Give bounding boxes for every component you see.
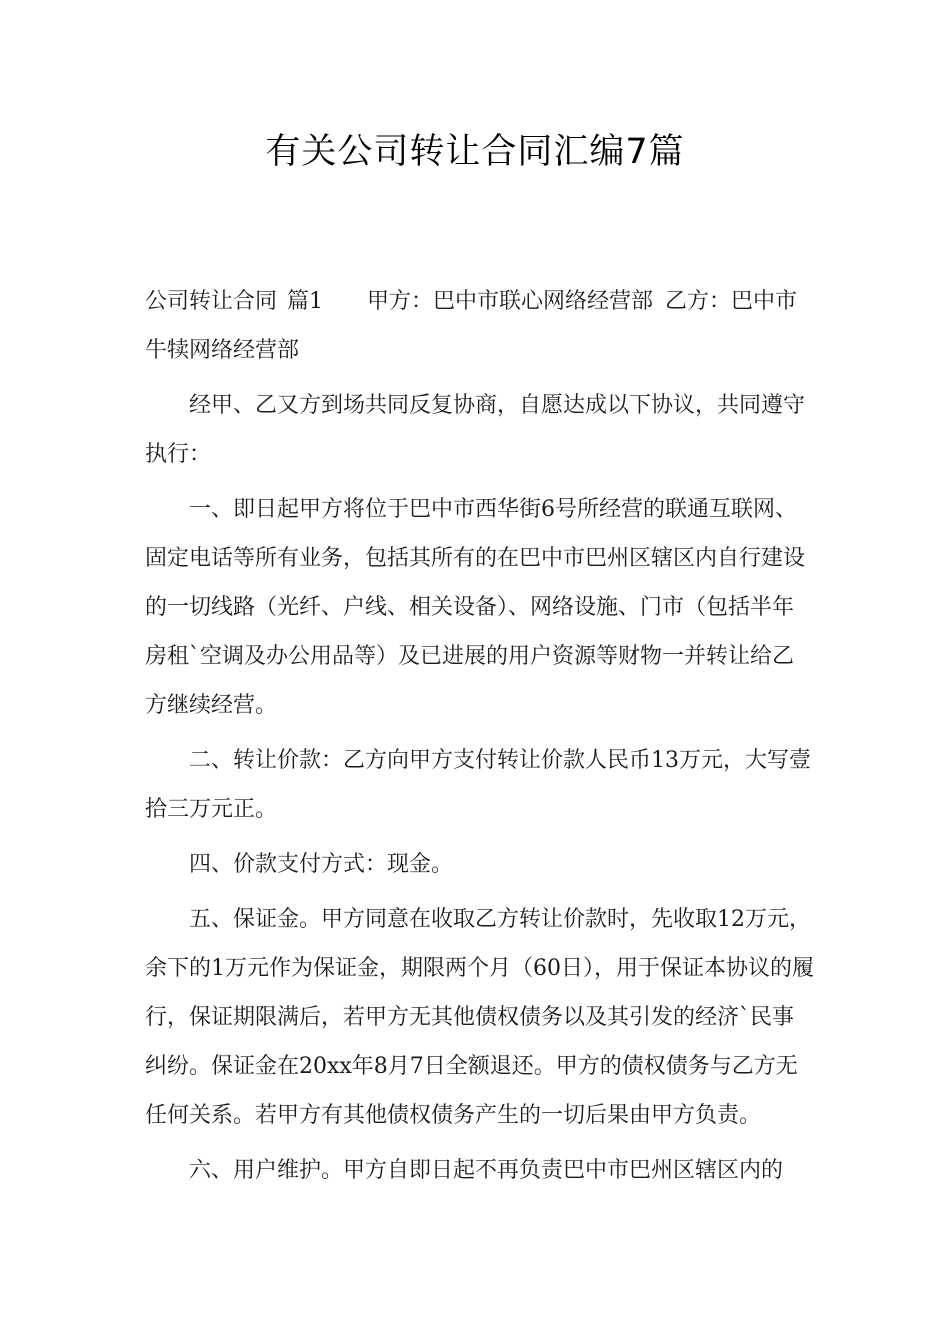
contract-header-line (145, 277, 815, 375)
paragraph-clause-5: 五、保证金。甲方同意在收取乙方转让价款时，先收取12万元，余下的1万元作为保证金，期限两个月（60日），用于保证本协议的履行，保证期限满后，若甲方无其他债权债务以及其引发的经济`民事纠纷。保证金在20xx年8月7日全额退还。甲方的债权债务与乙方无任何关系。若甲方有其他债权债务产生的一切后果由甲方负责。 (145, 907, 814, 1128)
paragraph-clause-6: 六、用户维护。甲方自即日起不再负责巴中市巴州区辖区内的 (189, 1158, 784, 1183)
chapter-label: 篇1 (287, 289, 324, 314)
paragraph-clause-2: 二、转让价款：乙方向甲方支付转让价款人民币13万元，大写壹拾三万元正。 (145, 748, 811, 822)
contract-name: 公司转让合同 (145, 289, 278, 314)
paragraph-clause-1: 一、即日起甲方将位于巴中市西华街6号所经营的联通互联网、固定电话等所有业务，包括其所有的在巴中市巴州区辖区内自行建设的一切线路（光纤、户线、相关设备）、网络设施、门市（包括半年房租`空调及办公用品等）及已进展的用户资源等财物一并转让给乙方继续经营。 (145, 497, 806, 718)
party-a: 甲方：巴中市联心网络经营部 (367, 289, 654, 314)
paragraph-clause-4: 四、价款支付方式：现金。 (189, 852, 454, 877)
paragraph-intro: 经甲、乙又方到场共同反复协商，自愿达成以下协议，共同遵守执行： (145, 393, 806, 467)
document-body (145, 277, 815, 1195)
party-b: 乙方：巴中市牛犊网络经营部 (145, 289, 798, 363)
document-title: 有关公司转让合同汇编7篇 (265, 132, 685, 172)
